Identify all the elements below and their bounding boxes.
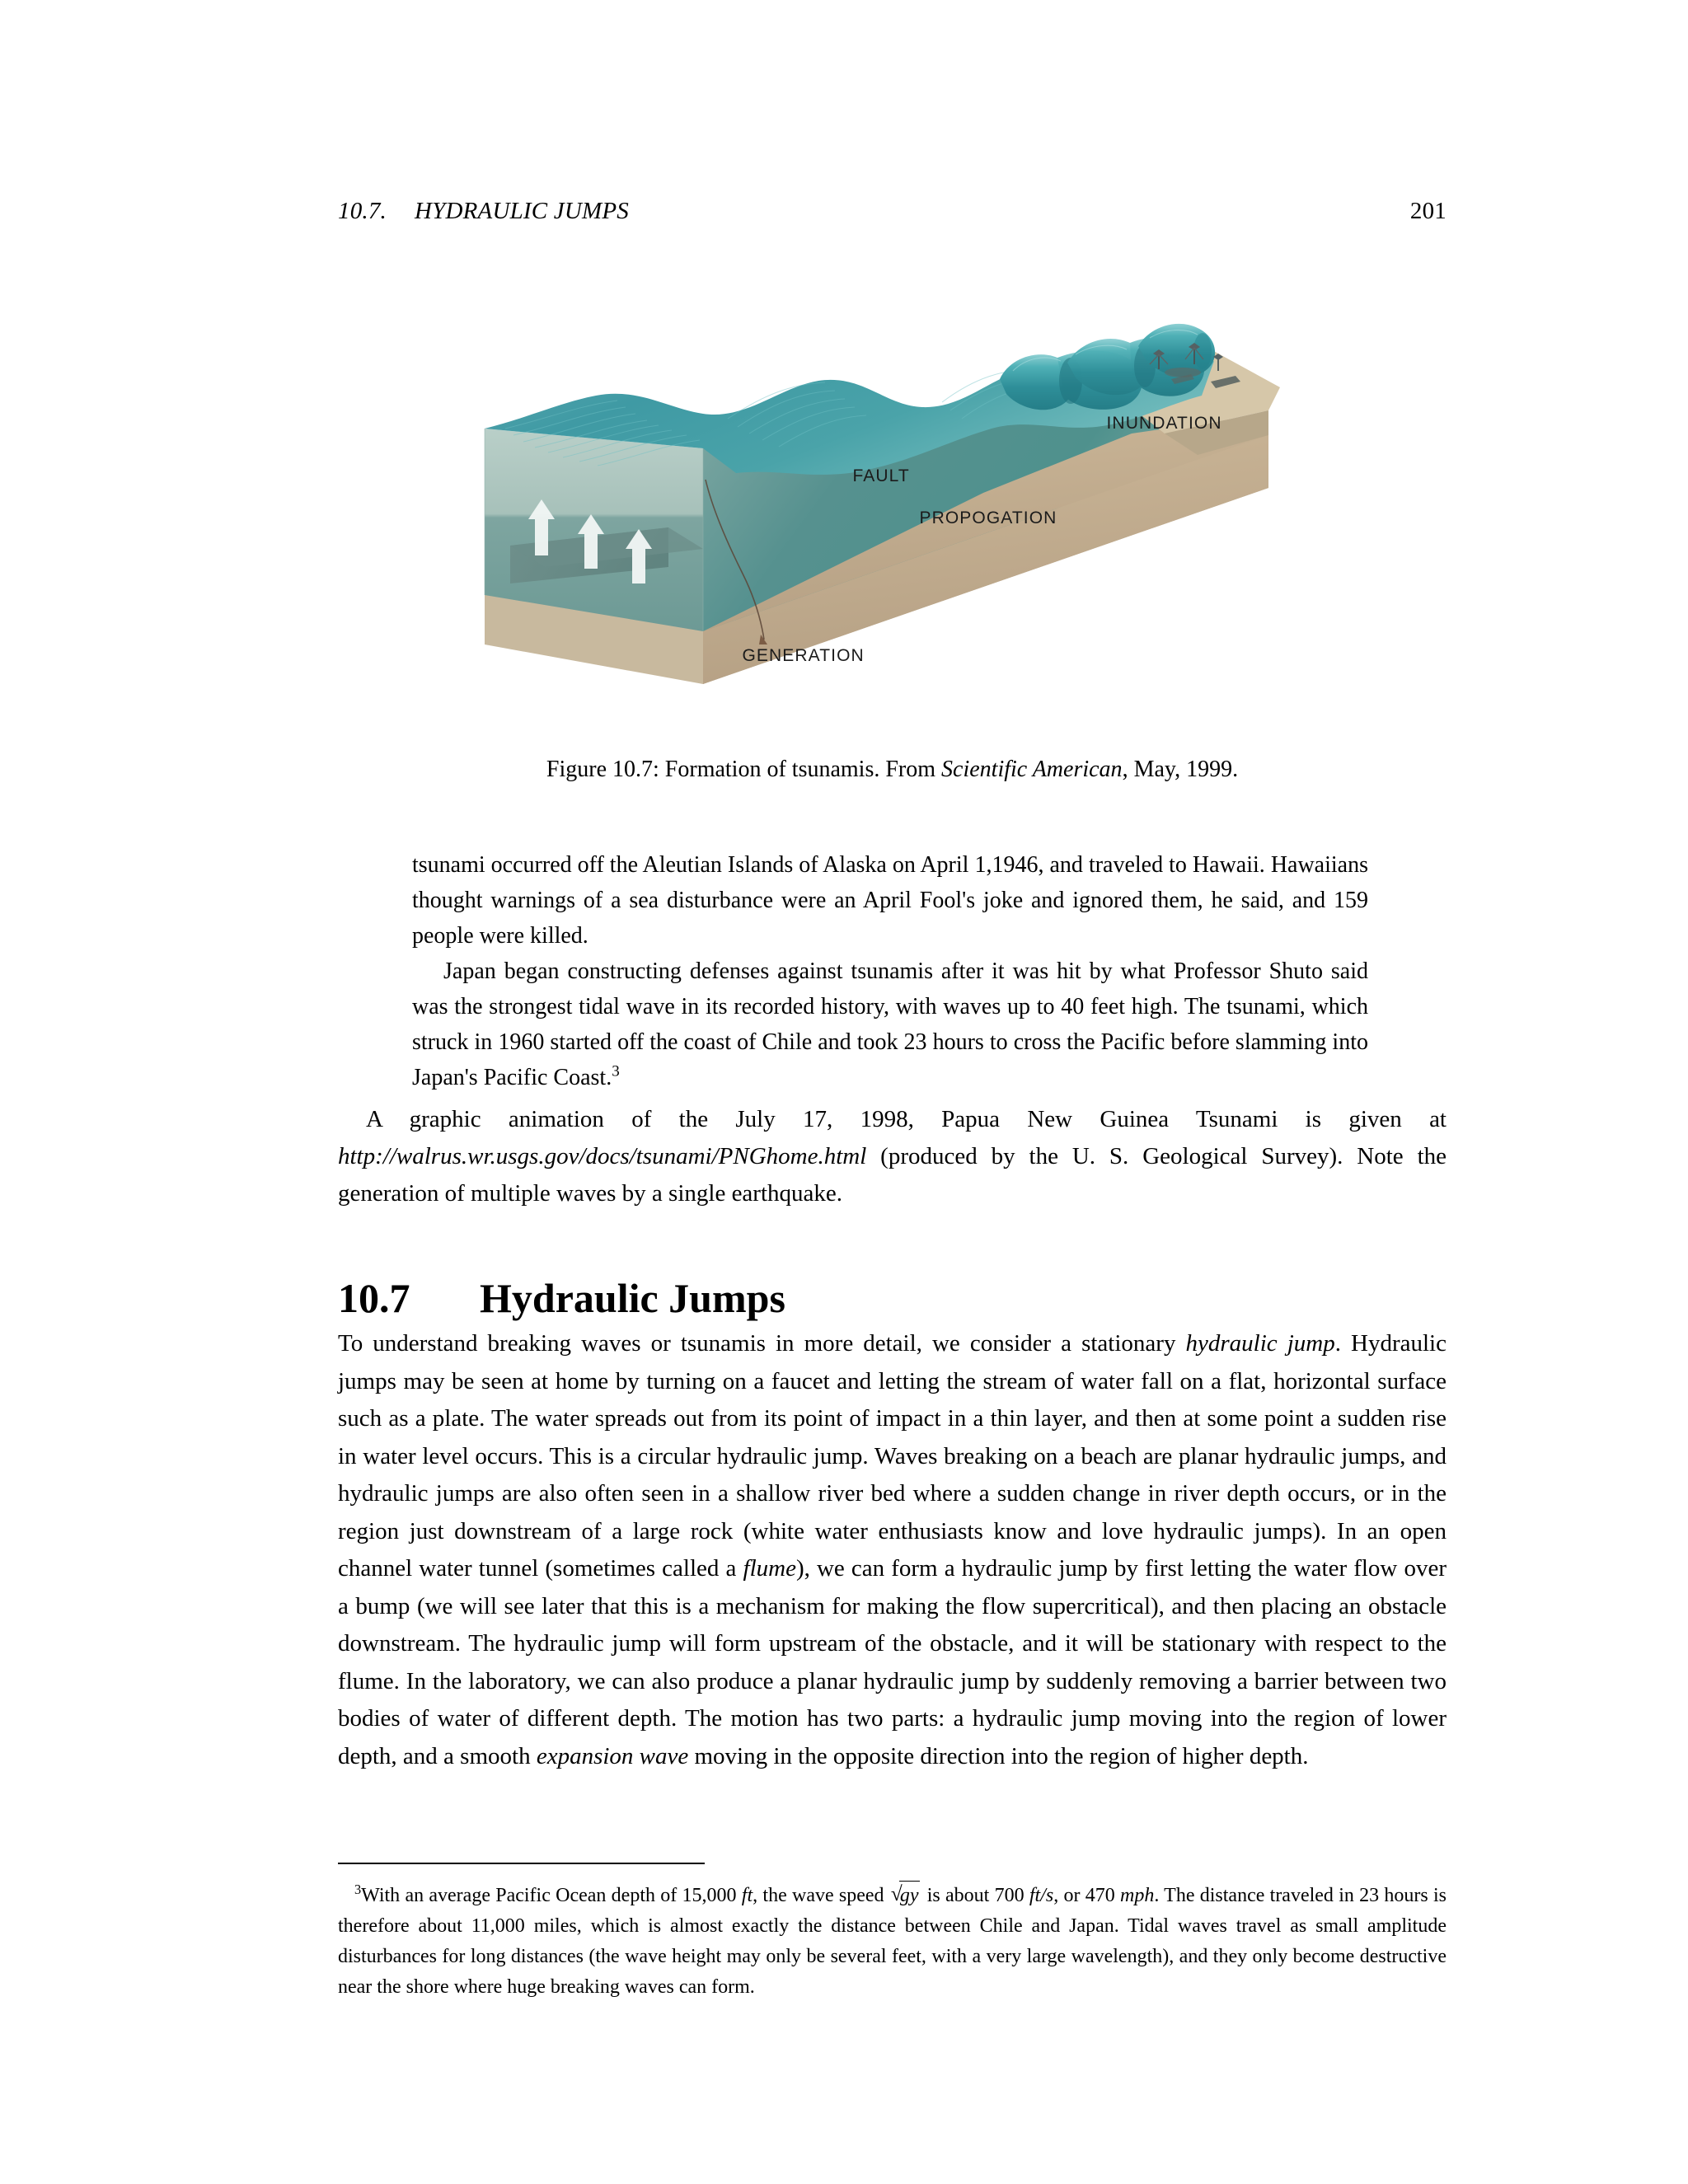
footnote-text-4: , or 470 (1053, 1885, 1120, 1906)
footnote-unit-fts: ft/s (1029, 1885, 1054, 1906)
footnote-text-2: , the wave speed (753, 1885, 889, 1906)
section-title: Hydraulic Jumps (480, 1274, 785, 1321)
footnote-unit-mph: mph (1120, 1885, 1155, 1906)
main-term-expansion-wave: expansion wave (536, 1742, 689, 1769)
tsunami-formation-illustration (456, 272, 1329, 717)
footnote-text-3: is about 700 (921, 1885, 1029, 1906)
figure-caption-text-1: Formation of tsunamis. From (664, 757, 936, 782)
running-head-title: HYDRAULIC JUMPS (415, 198, 629, 224)
main-body-paragraph (338, 1325, 1447, 1775)
footnote-rule (338, 1863, 705, 1864)
main-term-hydraulic-jump: hydraulic jump (1185, 1330, 1335, 1357)
animation-text-part-2: (produced by the U. S. Geological Survey). Note the generation of multiple waves by a single earthquake. (338, 1143, 1447, 1207)
tsunami-diagram-svg (456, 272, 1329, 717)
section-number: 10.7 (338, 1274, 410, 1321)
footnote-area (338, 1863, 1447, 2003)
section-heading (338, 1274, 1447, 1322)
footnote-ref-3: 3 (612, 1062, 620, 1080)
sqrt-radicand: gy (899, 1885, 919, 1906)
figure-label-generation: GENERATION (742, 646, 865, 665)
main-text-s3: ), we can form a hydraulic jump by first letting the water flow over a bump (we will see later that this is a mechanism for making the flow supercritical), and then placing an obstacle downstream. The hydraulic jump will form upstream of the obstacle, and it will be stationary with respect to the flume. In the laboratory, we can also produce a planar hydraulic jump by suddenly removing a barrier between two bodies of water of different depth. The motion has two parts: a hydraulic jump moving into the region of lower depth, and a smooth (338, 1555, 1447, 1769)
running-head-left (338, 198, 629, 225)
footnote-text-5: . The distance traveled in 23 hours is therefore about 11,000 miles, which is almost exactly the distance between Chile and Japan. Tidal waves travel as small amplitude disturbances for long distances (the wave height may only be several feet, with a very large wavelength), and they only become destructive near the shore where huge breaking waves can form. (338, 1885, 1447, 1998)
footnote-unit-ft: ft (741, 1885, 753, 1906)
figure-label-propagation: PROPOGATION (919, 509, 1057, 527)
animation-text-part-1: A graphic animation of the July 17, 1998, Papua New Guinea Tsunami is given at (366, 1106, 1447, 1132)
figure-caption-source: Scientific American (941, 757, 1123, 782)
footnote-text-1: With an average Pacific Ocean depth of 15,000 (361, 1885, 742, 1906)
sqrt-gy-expression (891, 1881, 921, 1911)
quote-paragraph-2-text: Japan began constructing defenses against tsunamis after it was hit by what Professor Shuto said was the strongest tidal wave in its recorded history, with waves up to 40 feet high. The tsunami, which struck in 1960 started off the coast of Chile and took 23 hours to cross the Pacific before slamming into Japan's Pacific Coast. (412, 958, 1368, 1090)
running-head-section-number: 10.7. (338, 198, 387, 224)
figure-label-fault: FAULT (852, 466, 910, 485)
quote-paragraph-1: tsunami occurred off the Aleutian Islands of Alaska on April 1,1946, and traveled to Hawaii. Hawaiians thought warnings of a sea disturbance were an April Fool's joke and ignored them, he said, and 159 people were killed. (412, 852, 1368, 949)
animation-paragraph (338, 1101, 1447, 1212)
main-term-flume: flume (743, 1555, 796, 1582)
figure-caption-text-2: , May, 1999. (1122, 757, 1239, 782)
animation-url[interactable]: http://walrus.wr.usgs.gov/docs/tsunami/PNGhome.html (338, 1143, 867, 1169)
main-text-s2: . Hydraulic jumps may be seen at home by turning on a faucet and letting the stream of water fall on a flat, horizontal surface such as a plate. The water spreads out from its point of impact in a thin layer, and then at some point a sudden rise in water level occurs. This is a circular hydraulic jump. Waves breaking on a beach are planar hydraulic jumps, and hydraulic jumps are also often seen in a shallow river bed where a sudden change in river depth occurs, or in the region just downstream of a large rock (white water enthusiasts know and love hydraulic jumps). In an open channel water tunnel (sometimes called a (338, 1330, 1447, 1582)
figure-10-7 (338, 272, 1447, 785)
figure-label-inundation: INUNDATION (1106, 414, 1222, 433)
main-text-s4: moving in the opposite direction into the region of higher depth. (688, 1742, 1309, 1769)
quoted-passage (412, 847, 1368, 1095)
quote-paragraph-2 (412, 954, 1368, 1095)
figure-caption (338, 755, 1447, 785)
main-text-s1: To understand breaking waves or tsunamis in more detail, we consider a stationary (338, 1330, 1186, 1357)
figure-caption-prefix: Figure 10.7: (546, 757, 659, 782)
running-head (338, 198, 1447, 225)
footnote-3 (338, 1881, 1447, 2003)
footnote-marker: 3 (354, 1882, 362, 1897)
page-number: 201 (1409, 198, 1447, 224)
